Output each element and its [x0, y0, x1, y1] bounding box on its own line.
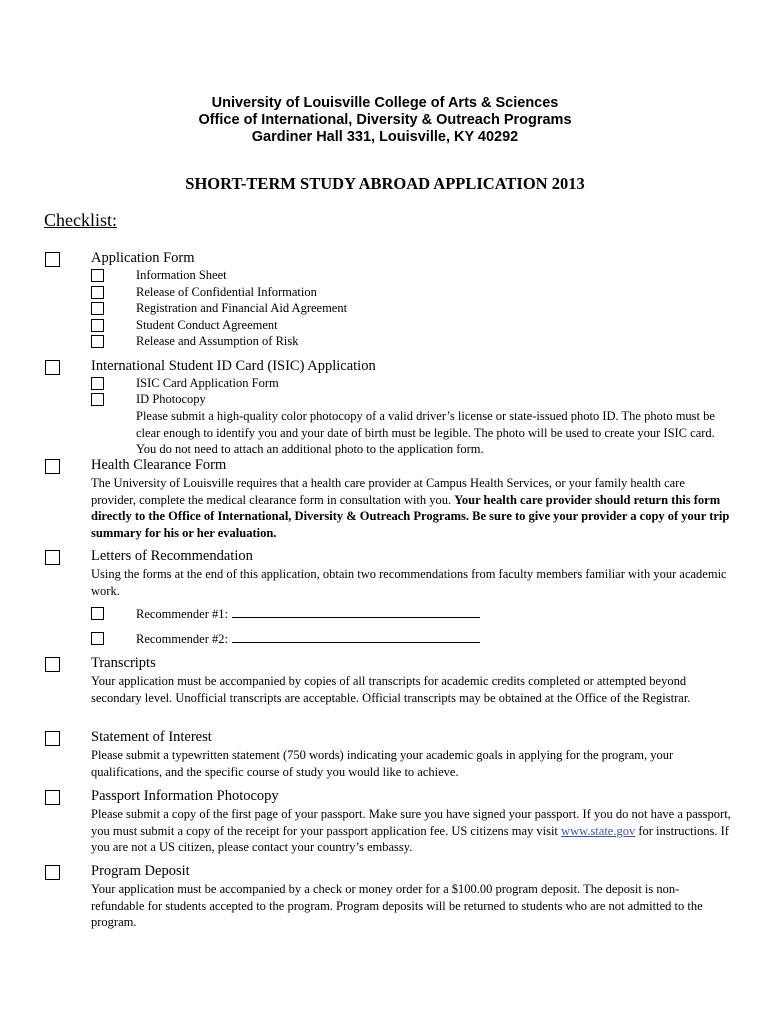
- release-confidential-checkbox[interactable]: [91, 286, 104, 299]
- passport-title: Passport Information Photocopy: [91, 788, 279, 804]
- recommender-2-field[interactable]: [232, 631, 480, 643]
- release-confidential-label: Release of Confidential Information: [136, 285, 317, 299]
- health-checkbox[interactable]: [45, 459, 60, 474]
- isic-title: International Student ID Card (ISIC) Application: [91, 358, 376, 374]
- isic-form-label: ISIC Card Application Form: [136, 376, 279, 390]
- health-text: [91, 475, 731, 542]
- recommender-1-label: Recommender #1:: [136, 607, 228, 621]
- letters-text: Using the forms at the end of this application, obtain two recommendations from faculty members familiar with your academic work.: [91, 567, 727, 598]
- health-title: Health Clearance Form: [91, 457, 227, 473]
- registration-financial-checkbox[interactable]: [91, 302, 104, 315]
- application-form-checkbox[interactable]: [45, 252, 60, 267]
- id-photocopy-label: ID Photocopy: [136, 392, 206, 406]
- information-sheet-label: Information Sheet: [136, 268, 227, 282]
- page-title: SHORT-TERM STUDY ABROAD APPLICATION 2013: [185, 174, 585, 193]
- passport-text: [91, 806, 731, 856]
- release-risk-label: Release and Assumption of Risk: [136, 334, 299, 348]
- health-text-normal: The University of Louisville requires that a health care provider at Campus Health Services, or your family health care provider, complete the medical clearance form in consultation with you.: [91, 476, 685, 507]
- recommender-2: [136, 631, 480, 647]
- information-sheet-checkbox[interactable]: [91, 269, 104, 282]
- recommender-1: [136, 606, 480, 622]
- header-office: Office of International, Diversity & Outreach Programs: [198, 112, 572, 128]
- student-conduct-label: Student Conduct Agreement: [136, 318, 278, 332]
- letters-checkbox[interactable]: [45, 550, 60, 565]
- recommender-2-label: Recommender #2:: [136, 632, 228, 646]
- transcripts-checkbox[interactable]: [45, 657, 60, 672]
- passport-text-1: Please submit a copy of the first page of your passport. Make sure you have signed your passport. If you do not have a passport, you must submit a copy of the receipt for your passport application fee. US citizens may visit: [91, 807, 731, 838]
- recommender-1-field[interactable]: [232, 606, 480, 618]
- statement-checkbox[interactable]: [45, 731, 60, 746]
- isic-form-checkbox[interactable]: [91, 377, 104, 390]
- registration-financial-label: Registration and Financial Aid Agreement: [136, 301, 348, 315]
- deposit-checkbox[interactable]: [45, 865, 60, 880]
- passport-text-2: for instructions. If you are not a US citizen, please contact your country’s embassy.: [91, 823, 729, 855]
- recommender-2-checkbox[interactable]: [91, 632, 104, 645]
- recommender-1-checkbox[interactable]: [91, 607, 104, 620]
- transcripts-text: Your application must be accompanied by copies of all transcripts for academic credits completed or attempted beyond secondary level. Unofficial transcripts are acceptable. Official transcripts may be obtained at the Office of the Registrar.: [91, 674, 691, 705]
- deposit-title: Program Deposit: [91, 863, 190, 879]
- application-form-title: Application Form: [91, 250, 195, 266]
- id-photocopy-checkbox[interactable]: [91, 393, 104, 406]
- header-university: University of Louisville College of Arts & Sciences: [211, 95, 559, 111]
- transcripts-title: Transcripts: [91, 655, 156, 671]
- release-risk-checkbox[interactable]: [91, 335, 104, 348]
- isic-checkbox[interactable]: [45, 360, 60, 375]
- statement-title: Statement of Interest: [91, 729, 212, 745]
- state-gov-link[interactable]: www.state.gov: [561, 823, 636, 838]
- student-conduct-checkbox[interactable]: [91, 319, 104, 332]
- letters-title: Letters of Recommendation: [91, 548, 253, 564]
- health-text-bold: Your health care provider should return this form directly to the Office of International, Diversity & Outreach Programs. Be sure to give your provider a copy of your trip summary for his or her evaluation.: [91, 492, 730, 541]
- deposit-text: Your application must be accompanied by a check or money order for a $100.00 program deposit. The deposit is non-refundable for students accepted to the program. Program deposits will be returned to students who are not admitted to the program.: [91, 882, 703, 930]
- passport-checkbox[interactable]: [45, 790, 60, 805]
- isic-note: Please submit a high-quality color photocopy of a valid driver’s license or state-issued photo ID. The photo must be clear enough to identify you and your date of birth must be legible. The photo will be used to create your ISIC card. You do not need to attach an additional photo to the application form.: [136, 409, 715, 457]
- checklist-heading: Checklist:: [44, 210, 117, 230]
- statement-text: Please submit a typewritten statement (750 words) indicating your academic goals in applying for the program, your qualifications, and the specific course of study you would like to achieve.: [91, 748, 674, 779]
- header-address: Gardiner Hall 331, Louisville, KY 40292: [251, 129, 519, 145]
